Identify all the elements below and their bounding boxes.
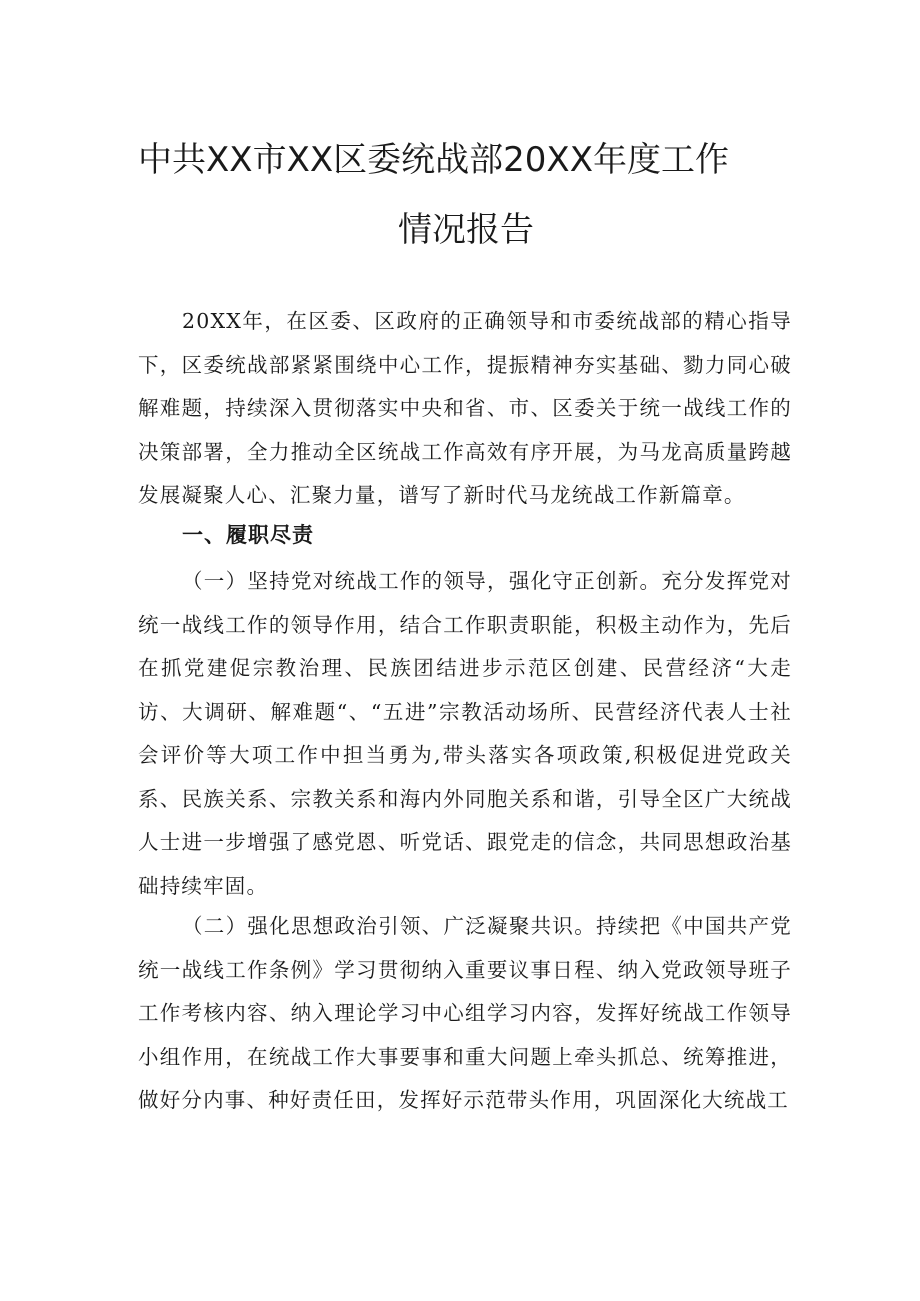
document-title-line-2: 情况报告 bbox=[398, 210, 534, 250]
body-paragraph-2: （二）强化思想政治引领、广泛凝聚共识。持续把《中国共产党统一战线工作条例》学习贯彻纳入重要议事日程、纳入党政领导班子工作考核内容、纳入理论学习中心组学习内容，发挥好统战工作领导小组作用，在统战工作大事要事和重大问题上牵头抓总、统筹推进，做好分内事、种好责任田，发挥好示范带头作用，巩固深化大统战工 bbox=[138, 914, 792, 1112]
section-heading-1: 一、履职尽责 bbox=[182, 523, 314, 547]
document-title-line-1: 中共XX市XX区委统战部20XX年度工作 bbox=[138, 140, 730, 180]
body-paragraph-1: （一）坚持党对统战工作的领导，强化守正创新。充分发挥党对统一战线工作的领导作用，结合工作职责职能，积极主动作为，先后在抓党建促宗教治理、民族团结进步示范区创建、民营经济“大走访、大调研、解难题“、“五进”宗教活动场所、民营经济代表人士社会评价等大项工作中担当勇为,带头落实各项政策,积极促进党政关系、民族关系、宗教关系和海内外同胞关系和谐，引导全区广大统战人士进一步增强了感党恩、听党话、跟党走的信念，共同思想政治基础持续牢固。 bbox=[138, 569, 792, 898]
intro-paragraph: 20XX年，在区委、区政府的正确领导和市委统战部的精心指导下，区委统战部紧紧围绕中心工作，提振精神夯实基础、勠力同心破解难题，持续深入贯彻落实中央和省、市、区委关于统一战线工作的决策部署，全力推动全区统战工作高效有序开展，为马龙高质量跨越发展凝聚人心、汇聚力量，谱写了新时代马龙统战工作新篇章。 bbox=[138, 309, 792, 507]
